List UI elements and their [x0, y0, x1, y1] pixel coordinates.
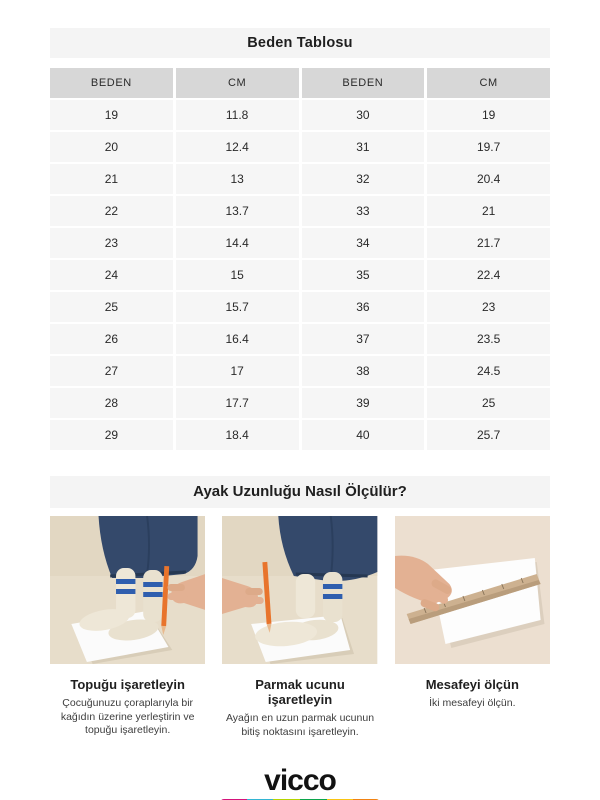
size-value-cell: 34: [302, 228, 425, 258]
cm-value-cell: 17.7: [176, 388, 299, 418]
cm-value-cell: 25.7: [427, 420, 550, 450]
cm-value-cell: 17: [176, 356, 299, 386]
mark-heel-photo: [50, 516, 205, 664]
size-value-cell: 36: [302, 292, 425, 322]
cm-value-cell: 25: [427, 388, 550, 418]
size-value-cell: 21: [50, 164, 173, 194]
brand-footer: [50, 765, 550, 800]
cm-value-cell: 21.7: [427, 228, 550, 258]
cm-value-cell: 13.7: [176, 196, 299, 226]
vicco-logo-text: vicco: [264, 764, 336, 797]
size-value-cell: 38: [302, 356, 425, 386]
step-measure-distance: [395, 516, 550, 739]
step-description: Ayağın en uzun parmak ucunun bitiş noktasını işaretleyin.: [225, 712, 375, 738]
cm-value-cell: 18.4: [176, 420, 299, 450]
size-table: [50, 68, 550, 450]
cm-value-cell: 19.7: [427, 132, 550, 162]
measure-steps: [50, 516, 550, 739]
size-value-cell: 30: [302, 100, 425, 130]
size-value-cell: 35: [302, 260, 425, 290]
size-value-cell: 22: [50, 196, 173, 226]
cm-value-cell: 24.5: [427, 356, 550, 386]
mark-heel-illustration: [50, 516, 205, 664]
cm-value-cell: 11.8: [176, 100, 299, 130]
size-value-cell: 37: [302, 324, 425, 354]
cm-value-cell: 15: [176, 260, 299, 290]
size-value-cell: 31: [302, 132, 425, 162]
cm-value-cell: 13: [176, 164, 299, 194]
page-title: Beden Tablosu: [50, 28, 550, 58]
size-value-cell: 39: [302, 388, 425, 418]
size-value-cell: 19: [50, 100, 173, 130]
size-value-cell: 32: [302, 164, 425, 194]
step-description: İki mesafeyi ölçün.: [429, 697, 516, 709]
cm-column-header: CM: [176, 68, 299, 98]
size-value-cell: 20: [50, 132, 173, 162]
cm-value-cell: 22.4: [427, 260, 550, 290]
cm-value-cell: 23: [427, 292, 550, 322]
cm-value-cell: 23.5: [427, 324, 550, 354]
step-mark-heel: [50, 516, 205, 739]
size-column-header: BEDEN: [302, 68, 425, 98]
step-title: Parmak ucunu işaretleyin: [255, 677, 345, 707]
cm-value-cell: 21: [427, 196, 550, 226]
size-value-cell: 33: [302, 196, 425, 226]
size-value-cell: 23: [50, 228, 173, 258]
size-column-header: BEDEN: [50, 68, 173, 98]
step-description: Çocuğunuzu çoraplarıyla bir kağıdın üzerine yerleştirin ve topuğu işaretleyin.: [60, 697, 195, 736]
cm-column-header: CM: [427, 68, 550, 98]
size-value-cell: 40: [302, 420, 425, 450]
cm-value-cell: 20.4: [427, 164, 550, 194]
size-value-cell: 27: [50, 356, 173, 386]
size-value-cell: 28: [50, 388, 173, 418]
cm-value-cell: 19: [427, 100, 550, 130]
step-title: Topuğu işaretleyin: [70, 677, 185, 692]
measure-distance-illustration: [395, 516, 550, 664]
cm-value-cell: 14.4: [176, 228, 299, 258]
measure-distance-photo: [395, 516, 550, 664]
cm-value-cell: 16.4: [176, 324, 299, 354]
measure-section-title: Ayak Uzunluğu Nasıl Ölçülür?: [50, 476, 550, 508]
size-value-cell: 26: [50, 324, 173, 354]
size-value-cell: 29: [50, 420, 173, 450]
size-value-cell: 24: [50, 260, 173, 290]
step-title: Mesafeyi ölçün: [425, 677, 519, 692]
cm-value-cell: 15.7: [176, 292, 299, 322]
mark-toe-illustration: [222, 516, 377, 664]
cm-value-cell: 12.4: [176, 132, 299, 162]
size-value-cell: 25: [50, 292, 173, 322]
mark-toe-photo: [222, 516, 377, 664]
size-chart-page: [50, 0, 550, 800]
step-mark-toe: [222, 516, 377, 739]
